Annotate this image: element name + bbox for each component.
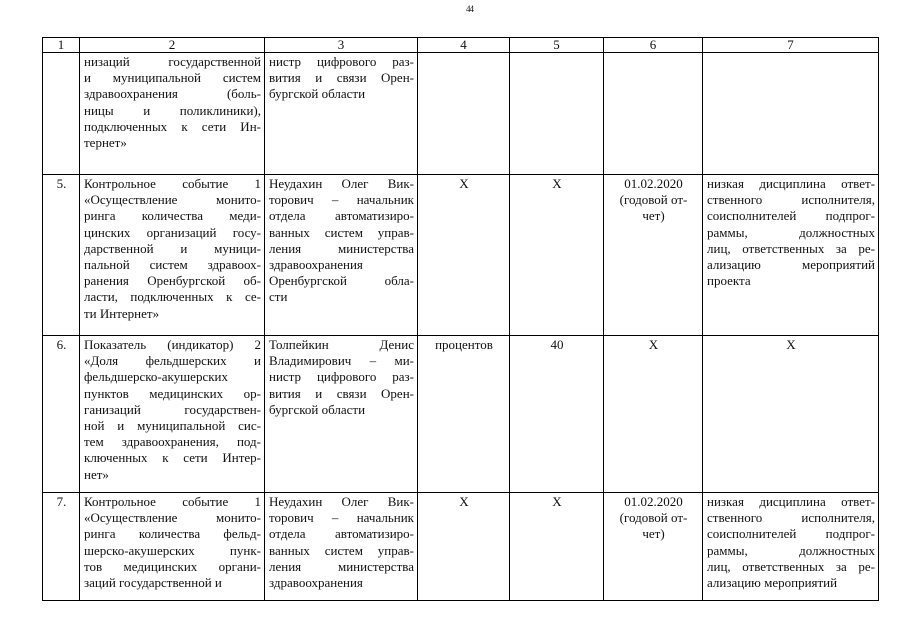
- cell-line: Контрольное событие 1: [84, 176, 261, 191]
- cell-line: ной и муниципальной сис-: [84, 418, 261, 434]
- table-cell: [80, 493, 265, 601]
- cell-line: соисполнителей подпрог-: [707, 526, 875, 542]
- table-cell: Х: [510, 493, 604, 601]
- cell-line: чет): [642, 526, 665, 542]
- cell-line: отдела автоматизиро-: [269, 526, 414, 542]
- table-cell: [418, 53, 510, 175]
- cell-line: фельдшерско-акушерских: [84, 369, 228, 385]
- data-table: [42, 37, 879, 601]
- cell-line: вития и связи Орен-: [269, 385, 414, 401]
- cell-line: «Осуществление монито-: [84, 192, 261, 208]
- header-cell: 6: [604, 38, 703, 53]
- header-cell: 2: [80, 38, 265, 53]
- continuation-row: [43, 53, 879, 175]
- cell-line: тернет»: [84, 135, 127, 151]
- cell-line: ти Интернет»: [84, 305, 160, 321]
- row-number: 5.: [43, 175, 80, 336]
- header-row: [43, 38, 879, 53]
- table-cell: [265, 175, 418, 336]
- cell-line: Владимирович – ми-: [269, 353, 414, 369]
- cell-line: и муниципальной систем: [84, 70, 261, 86]
- cell-line: здравоохранения: [269, 575, 363, 591]
- cell-line: ления министерства: [269, 240, 414, 256]
- cell-line: ванных систем управ-: [269, 224, 414, 240]
- page-number: 44: [466, 4, 473, 14]
- cell-line: ления министерства: [269, 558, 414, 574]
- cell-line: низаций государственной: [84, 54, 261, 69]
- header-cell: 7: [703, 38, 879, 53]
- cell-line: ализацию мероприятий: [707, 257, 875, 273]
- cell-line: лиц, ответственных за ре-: [707, 558, 875, 574]
- cell-line: чет): [642, 208, 665, 224]
- cell-line: тов медицинских органи-: [84, 558, 261, 574]
- cell-line: тем здравоохранения, под-: [84, 434, 261, 450]
- cell-line: раммы, должностных: [707, 542, 875, 558]
- cell-line: торович – начальник: [269, 192, 414, 208]
- cell-line: вития и связи Орен-: [269, 70, 414, 86]
- row-number: 7.: [43, 493, 80, 601]
- header-cell: 3: [265, 38, 418, 53]
- cell-line: Контрольное событие 1: [84, 494, 261, 509]
- cell-line: Оренбургской обла-: [269, 273, 414, 289]
- table-cell: [604, 53, 703, 175]
- cell-line: ринга количества меди-: [84, 208, 261, 224]
- cell-line: цинских организаций госу-: [84, 224, 261, 240]
- cell-line: «Осуществление монито-: [84, 510, 261, 526]
- cell-line: ринга количества фельд-: [84, 526, 261, 542]
- table-cell: Х: [510, 175, 604, 336]
- header-cell: 5: [510, 38, 604, 53]
- cell-line: 01.02.2020: [624, 176, 683, 191]
- cell-line: подключенных к сети Ин-: [84, 118, 261, 134]
- table-cell: [80, 336, 265, 493]
- cell-line: нистр цифрового раз-: [269, 369, 414, 385]
- table-cell: Х: [418, 493, 510, 601]
- cell-line: заций государственной и: [84, 575, 222, 591]
- cell-line: ванных систем управ-: [269, 542, 414, 558]
- cell-line: сти: [269, 289, 288, 305]
- cell-line: ключенных к сети Интер-: [84, 450, 261, 466]
- cell-line: (годовой от-: [619, 192, 688, 208]
- cell-line: Неудахин Олег Вик-: [269, 176, 414, 191]
- cell-line: «Доля фельдшерских и: [84, 353, 261, 369]
- cell-line: ственного исполнителя,: [707, 510, 875, 526]
- cell-line: ранения Оренбургской об-: [84, 273, 261, 289]
- cell-line: здравоохранения (боль-: [84, 86, 261, 102]
- cell-line: бургской области: [269, 86, 366, 102]
- cell-line: пальной систем здравоох-: [84, 257, 261, 273]
- cell-line: ганизаций государствен-: [84, 401, 261, 417]
- row-number: 6.: [43, 336, 80, 493]
- cell-line: ализацию мероприятий: [707, 575, 838, 591]
- table-cell: Х: [604, 336, 703, 493]
- table-cell: [265, 53, 418, 175]
- cell-line: нистр цифрового раз-: [269, 54, 414, 69]
- table-cell: [703, 53, 879, 175]
- cell-line: Показатель (индикатор) 2: [84, 337, 261, 352]
- table-cell: [510, 53, 604, 175]
- cell-line: соисполнителей подпрог-: [707, 208, 875, 224]
- cell-line: лиц, ответственных за ре-: [707, 240, 875, 256]
- header-cell: 1: [43, 38, 80, 53]
- table-cell: 40: [510, 336, 604, 493]
- table-cell: [43, 53, 80, 175]
- cell-line: 01.02.2020: [624, 494, 683, 509]
- cell-line: проекта: [707, 273, 751, 289]
- table-row: [43, 175, 879, 336]
- table-cell: Х: [703, 336, 879, 493]
- cell-line: ницы и поликлиники),: [84, 102, 261, 118]
- cell-line: низкая дисциплина ответ-: [707, 176, 875, 191]
- table-cell: [80, 53, 265, 175]
- cell-line: пунктов медицинских ор-: [84, 385, 261, 401]
- cell-line: торович – начальник: [269, 510, 414, 526]
- table-cell: процентов: [418, 336, 510, 493]
- cell-line: отдела автоматизиро-: [269, 208, 414, 224]
- cell-line: (годовой от-: [619, 510, 688, 526]
- table-cell: [604, 493, 703, 601]
- table-cell: [703, 493, 879, 601]
- table-cell: Х: [418, 175, 510, 336]
- cell-line: ласти, подключенных к се-: [84, 289, 261, 305]
- cell-line: шерско-акушерских пунк-: [84, 542, 261, 558]
- cell-line: низкая дисциплина ответ-: [707, 494, 875, 509]
- cell-line: Неудахин Олег Вик-: [269, 494, 414, 509]
- cell-line: здравоохранения: [269, 257, 363, 273]
- cell-line: Толпейкин Денис: [269, 337, 414, 352]
- cell-line: раммы, должностных: [707, 224, 875, 240]
- header-cell: 4: [418, 38, 510, 53]
- cell-line: нет»: [84, 466, 109, 482]
- cell-line: ственного исполнителя,: [707, 192, 875, 208]
- table-cell: [703, 175, 879, 336]
- cell-line: дарственной и муници-: [84, 240, 261, 256]
- table-row: [43, 336, 879, 493]
- cell-line: бургской области: [269, 401, 366, 417]
- table-cell: [265, 493, 418, 601]
- table-cell: [604, 175, 703, 336]
- table-row: [43, 493, 879, 601]
- table-cell: [265, 336, 418, 493]
- table-cell: [80, 175, 265, 336]
